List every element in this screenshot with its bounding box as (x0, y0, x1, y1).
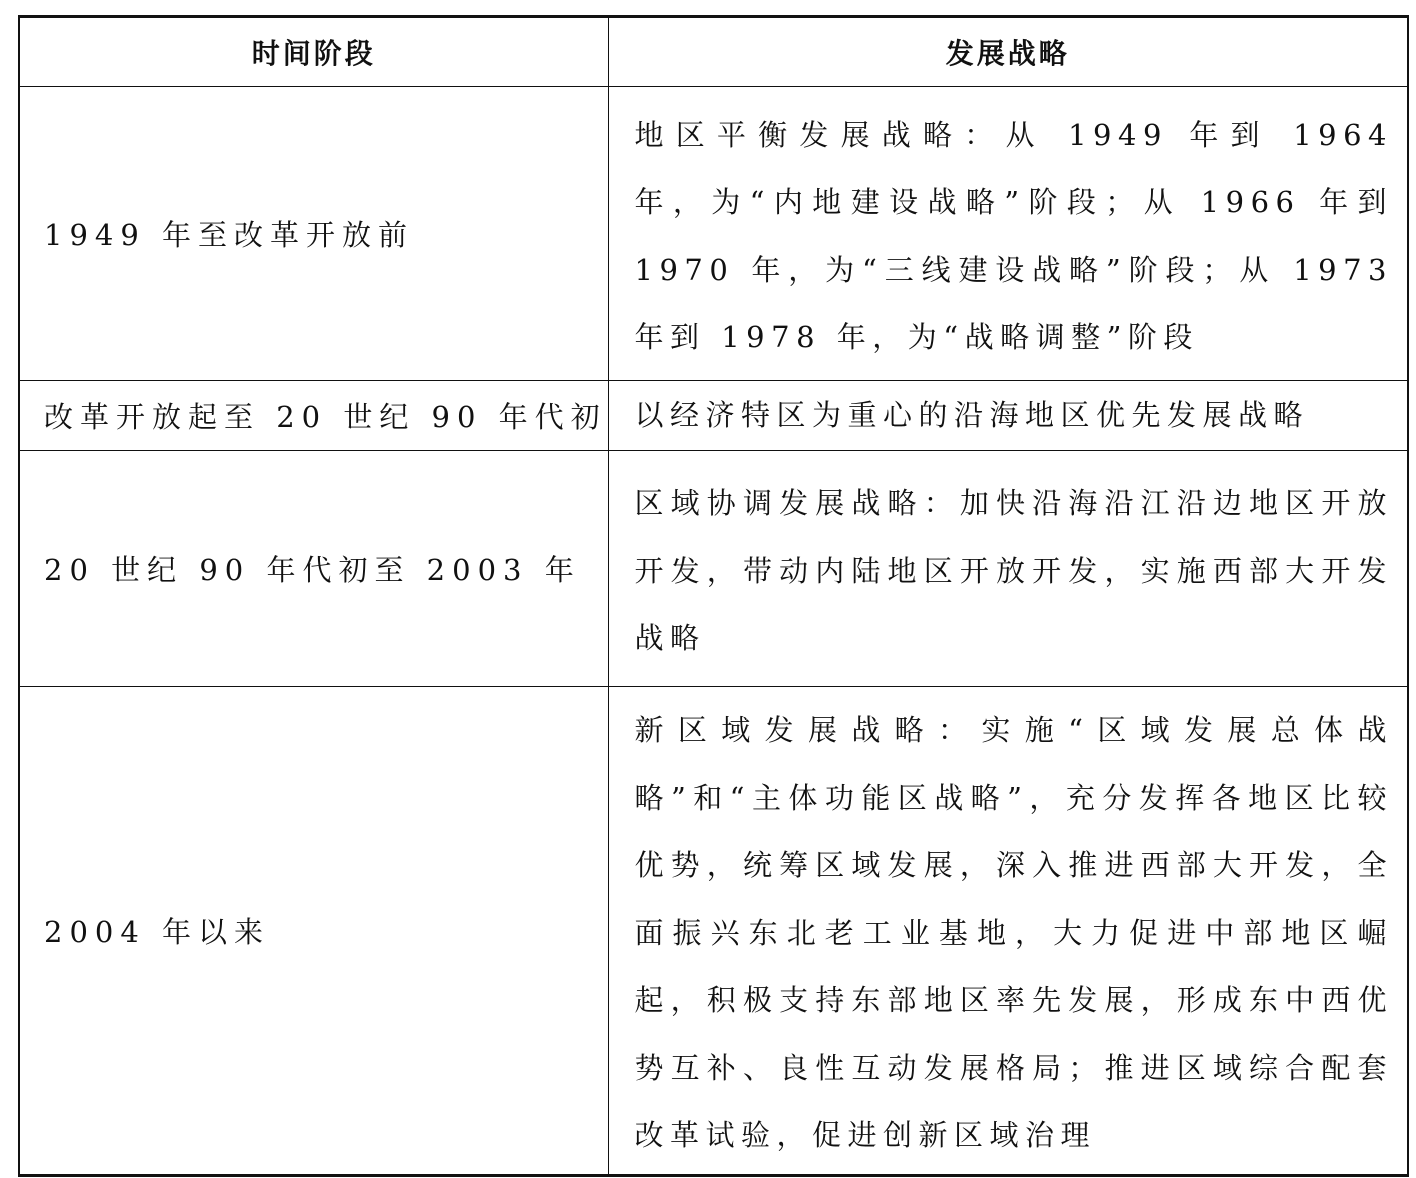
header-development-strategy: 发展战略 (608, 17, 1408, 87)
header-row (19, 17, 1408, 87)
table-row (19, 451, 1408, 687)
period-cell: 2004 年以来 (19, 687, 608, 1176)
table-row (19, 87, 1408, 381)
strategy-cell: 新区域发展战略：实施“区域发展总体战略”和“主体功能区战略”，充分发挥各地区比较优势，统筹区域发展，深入推进西部大开发，全面振兴东北老工业基地，大力促进中部地区崛起，积极支持东部地区率先发展，形成东中西优势互补、良性互动发展格局；推进区域综合配套改革试验，促进创新区域治理 (608, 687, 1408, 1176)
table-body (19, 87, 1408, 1176)
table-header (19, 17, 1408, 87)
development-strategy-table (18, 15, 1409, 1177)
strategy-cell: 地区平衡发展战略：从 1949 年到 1964 年，为“内地建设战略”阶段；从 1966 年到 1970 年，为“三线建设战略”阶段；从 1973 年到 1978 年，为“战略调整”阶段 (608, 87, 1408, 381)
period-cell: 20 世纪 90 年代初至 2003 年 (19, 451, 608, 687)
strategy-cell: 区域协调发展战略：加快沿海沿江沿边地区开放开发，带动内陆地区开放开发，实施西部大开发战略 (608, 451, 1408, 687)
strategy-cell: 以经济特区为重心的沿海地区优先发展战略 (608, 381, 1408, 451)
header-time-period: 时间阶段 (19, 17, 608, 87)
table-row (19, 687, 1408, 1176)
period-cell: 改革开放起至 20 世纪 90 年代初 (19, 381, 608, 451)
table-row (19, 381, 1408, 451)
period-cell: 1949 年至改革开放前 (19, 87, 608, 381)
